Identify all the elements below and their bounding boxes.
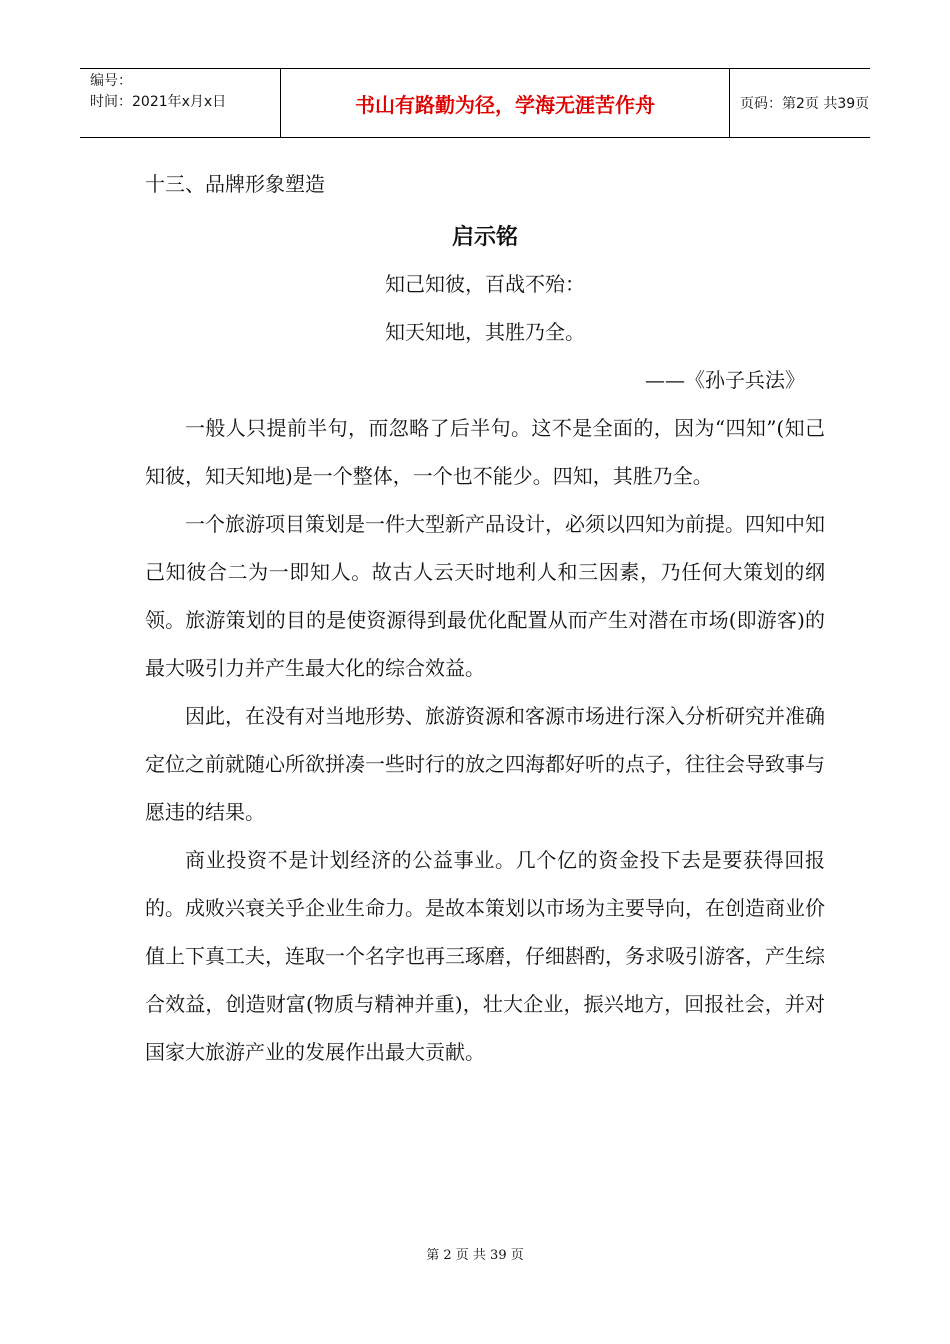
document-date: 时间：2021年x月x日 xyxy=(90,94,227,110)
page-header xyxy=(80,68,870,138)
header-page-info: 页码：第2页 共39页 xyxy=(740,96,870,112)
verse-line-1: 知己知彼，百战不殆： xyxy=(385,272,585,296)
verse-attribution: ——《孙子兵法》 xyxy=(645,368,805,392)
page-footer: 第 2 页 共 39 页 xyxy=(426,1248,524,1263)
document-number: 编号： xyxy=(90,73,132,89)
verse-line-2: 知天知地，其胜乃全。 xyxy=(385,320,585,344)
paragraph: 因此，在没有对当地形势、旅游资源和客源市场进行深入分析研究并准确定位之前就随心所欲拼凑一些时行的放之四海都好听的点子，往往会导致事与愿违的结果。 xyxy=(145,704,825,824)
paragraph: 商业投资不是计划经济的公益事业。几个亿的资金投下去是要获得回报的。成败兴衰关乎企业生命力。是故本策划以市场为主要导向，在创造商业价值上下真工夫，连取一个名字也再三琢磨，仔细斟酌，务求吸引游客，产生综合效益，创造财富(物质与精神并重)，壮大企业，振兴地方，回报社会，并对国家大旅游产业的发展作出最大贡献。 xyxy=(145,848,825,1064)
header-meta xyxy=(80,69,280,137)
document-body xyxy=(145,160,825,1076)
page-title: 启示铭 xyxy=(451,225,518,250)
paragraph: 一个旅游项目策划是一件大型新产品设计，必须以四知为前提。四知中知己知彼合二为一即知人。故古人云天时地利人和三因素，乃任何大策划的纲领。旅游策划的目的是使资源得到最优化配置从而产生对潜在市场(即游客)的最大吸引力并产生最大化的综合效益。 xyxy=(145,512,825,680)
section-title: 十三、品牌形象塑造 xyxy=(145,172,325,196)
paragraph: 一般人只提前半句，而忽略了后半句。这不是全面的，因为“四知”(知己知彼，知天知地)是一个整体，一个也不能少。四知，其胜乃全。 xyxy=(145,416,825,488)
header-motto: 书山有路勤为径，学海无涯苦作舟 xyxy=(280,69,730,137)
